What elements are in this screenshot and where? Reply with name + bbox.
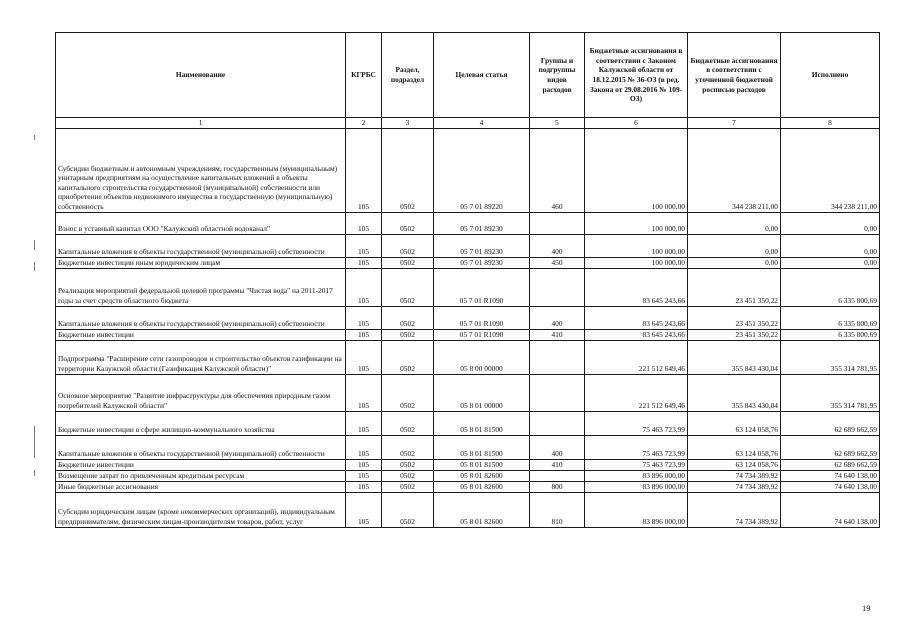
scan-mark <box>34 262 35 271</box>
row-refined-value: 23 451 350,22 <box>688 268 781 306</box>
row-law-value: 75 463 723,99 <box>585 411 688 435</box>
row-group: 410 <box>530 459 585 470</box>
header-name: Наименование <box>56 33 346 118</box>
row-kgrbs: 105 <box>346 470 382 481</box>
page-number: 19 <box>862 603 871 613</box>
column-number: 6 <box>585 118 688 129</box>
row-target: 05 7 01 89220 <box>434 128 530 212</box>
row-law-value: 83 896 000,00 <box>585 470 688 481</box>
row-refined-value: 344 238 211,00 <box>688 128 781 212</box>
row-refined-value: 0,00 <box>688 212 781 234</box>
row-kgrbs: 105 <box>346 128 382 212</box>
column-number: 1 <box>56 118 346 129</box>
row-refined-value: 355 843 430,04 <box>688 374 781 411</box>
table-header-row <box>56 33 880 118</box>
row-executed-value: 62 689 662,59 <box>781 459 880 470</box>
row-group <box>530 340 585 374</box>
row-kgrbs: 105 <box>346 435 382 459</box>
table-row <box>56 306 880 329</box>
row-refined-value: 23 451 350,22 <box>688 329 781 340</box>
row-section: 0502 <box>382 257 434 268</box>
column-number: 2 <box>346 118 382 129</box>
column-number: 4 <box>434 118 530 129</box>
column-number: 3 <box>382 118 434 129</box>
header-executed: Исполнено <box>781 33 880 118</box>
row-refined-value: 63 124 058,76 <box>688 435 781 459</box>
row-executed-value: 74 640 138,00 <box>781 470 880 481</box>
row-group <box>530 411 585 435</box>
row-section: 0502 <box>382 306 434 329</box>
row-name: Иные бюджетные ассигнования <box>56 481 346 492</box>
row-law-value: 75 463 723,99 <box>585 435 688 459</box>
row-section: 0502 <box>382 492 434 527</box>
budget-table <box>55 32 880 528</box>
scan-mark <box>34 240 35 250</box>
row-group: 810 <box>530 492 585 527</box>
row-target: 05 7 01 R1090 <box>434 268 530 306</box>
row-executed-value: 0,00 <box>781 234 880 257</box>
row-kgrbs: 105 <box>346 374 382 411</box>
row-name: Бюджетные инвестиции иным юридическим лицам <box>56 257 346 268</box>
scan-mark <box>34 135 35 140</box>
row-group: 450 <box>530 257 585 268</box>
row-law-value: 83 896 000,00 <box>585 481 688 492</box>
scan-mark <box>34 470 35 476</box>
row-section: 0502 <box>382 128 434 212</box>
row-refined-value: 355 843 430,04 <box>688 340 781 374</box>
row-group: 800 <box>530 481 585 492</box>
row-kgrbs: 105 <box>346 329 382 340</box>
row-group <box>530 268 585 306</box>
row-group: 460 <box>530 128 585 212</box>
row-group: 400 <box>530 306 585 329</box>
row-executed-value: 6 335 800,69 <box>781 268 880 306</box>
table-row <box>56 268 880 306</box>
row-target: 05 8 01 82600 <box>434 492 530 527</box>
row-section: 0502 <box>382 411 434 435</box>
row-kgrbs: 105 <box>346 411 382 435</box>
table-row <box>56 411 880 435</box>
row-executed-value: 355 314 781,95 <box>781 374 880 411</box>
row-name: Основное мероприятие "Развитие инфраструктуры для обеспечения природным газом потребителей Калужской области" <box>56 374 346 411</box>
row-refined-value: 63 124 058,76 <box>688 459 781 470</box>
row-name: Бюджетные инвестиции <box>56 459 346 470</box>
row-executed-value: 344 238 211,00 <box>781 128 880 212</box>
row-name: Бюджетные инвестиции <box>56 329 346 340</box>
row-refined-value: 74 734 389,92 <box>688 492 781 527</box>
table-row <box>56 481 880 492</box>
row-kgrbs: 105 <box>346 340 382 374</box>
column-number: 8 <box>781 118 880 129</box>
row-section: 0502 <box>382 481 434 492</box>
row-law-value: 221 512 649,46 <box>585 374 688 411</box>
row-target: 05 8 01 82600 <box>434 481 530 492</box>
row-executed-value: 6 335 800,69 <box>781 329 880 340</box>
table-row <box>56 257 880 268</box>
row-executed-value: 62 689 662,59 <box>781 435 880 459</box>
row-section: 0502 <box>382 470 434 481</box>
row-name: Возмещение затрат по привлеченным кредитным ресурсам <box>56 470 346 481</box>
row-name: Капитальные вложения в объекты государственной (муниципальной) собственности <box>56 234 346 257</box>
row-kgrbs: 105 <box>346 212 382 234</box>
header-kgrbs: КГРБС <box>346 33 382 118</box>
table-row <box>56 212 880 234</box>
row-kgrbs: 105 <box>346 481 382 492</box>
row-target: 05 8 01 81500 <box>434 411 530 435</box>
row-group <box>530 470 585 481</box>
column-number: 5 <box>530 118 585 129</box>
column-number-row <box>56 118 880 129</box>
header-groups: Группы и подгруппы видов расходов <box>530 33 585 118</box>
table-row <box>56 340 880 374</box>
row-kgrbs: 105 <box>346 306 382 329</box>
row-law-value: 100 000,00 <box>585 234 688 257</box>
row-law-value: 83 645 243,66 <box>585 329 688 340</box>
row-target: 05 8 01 82600 <box>434 470 530 481</box>
table-row <box>56 128 880 212</box>
table-row <box>56 435 880 459</box>
row-kgrbs: 105 <box>346 492 382 527</box>
row-refined-value: 74 734 389,92 <box>688 470 781 481</box>
row-group: 400 <box>530 435 585 459</box>
row-name: Бюджетные инвестиции в сфере жилищно-коммунального хозяйства <box>56 411 346 435</box>
row-name: Подпрограмма "Расширение сети газопроводов и строительство объектов газификации на территории Калужской области (Газификация Калужской области)" <box>56 340 346 374</box>
row-target: 05 8 01 00000 <box>434 374 530 411</box>
row-executed-value: 74 640 138,00 <box>781 481 880 492</box>
row-name: Субсидии бюджетным и автономным учреждениям, государственным (муниципальным) унитарным предприятиям на осуществление капитальных вложений в объекты капитального строительства государственной (муниципальной) собственности или приобретение объектов недвижимого имущества в государственную (муниципальную) собственность <box>56 128 346 212</box>
row-name: Субсидии юридическим лицам (кроме некоммерческих организаций), индивидуальным предпринимателям, физическим лицам-производителям товаров, работ, услуг <box>56 492 346 527</box>
row-section: 0502 <box>382 340 434 374</box>
row-kgrbs: 105 <box>346 459 382 470</box>
row-law-value: 100 000,00 <box>585 128 688 212</box>
row-target: 05 8 01 81500 <box>434 435 530 459</box>
row-refined-value: 74 734 389,92 <box>688 481 781 492</box>
table-row <box>56 234 880 257</box>
row-section: 0502 <box>382 329 434 340</box>
row-law-value: 75 463 723,99 <box>585 459 688 470</box>
table-row <box>56 374 880 411</box>
header-refined-allocations: Бюджетные ассигнования в соответствии с уточненной бюджетной росписью расходов <box>688 33 781 118</box>
row-executed-value: 6 335 800,69 <box>781 306 880 329</box>
row-group <box>530 212 585 234</box>
column-number: 7 <box>688 118 781 129</box>
row-target: 05 7 01 R1090 <box>434 306 530 329</box>
row-refined-value: 63 124 058,76 <box>688 411 781 435</box>
row-executed-value: 0,00 <box>781 257 880 268</box>
row-name: Капитальные вложения в объекты государственной (муниципальной) собственности <box>56 306 346 329</box>
row-section: 0502 <box>382 459 434 470</box>
row-law-value: 100 000,00 <box>585 257 688 268</box>
row-name: Капитальные вложения в объекты государственной (муниципальной) собственности <box>56 435 346 459</box>
row-refined-value: 0,00 <box>688 257 781 268</box>
header-law-allocations: Бюджетные ассигнования в соответствии с Законом Калужской области от 18.12.2015 № 36-ОЗ (в ред. Закона от 29.08.2016 № 109-ОЗ) <box>585 33 688 118</box>
scan-mark <box>34 426 35 458</box>
row-law-value: 83 896 000,00 <box>585 492 688 527</box>
row-law-value: 83 645 243,66 <box>585 268 688 306</box>
row-target: 05 8 01 81500 <box>434 459 530 470</box>
row-executed-value: 0,00 <box>781 212 880 234</box>
row-section: 0502 <box>382 234 434 257</box>
header-section: Раздел, подраздел <box>382 33 434 118</box>
row-name: Реализация мероприятий федеральной целевой программы "Чистая вода" на 2011-2017 годы за счет средств областного бюджета <box>56 268 346 306</box>
row-executed-value: 355 314 781,95 <box>781 340 880 374</box>
row-section: 0502 <box>382 435 434 459</box>
row-kgrbs: 105 <box>346 234 382 257</box>
row-group <box>530 374 585 411</box>
row-target: 05 7 01 89230 <box>434 212 530 234</box>
row-target: 05 7 01 89230 <box>434 257 530 268</box>
row-target: 05 7 01 89230 <box>434 234 530 257</box>
table-row <box>56 459 880 470</box>
row-target: 05 7 01 R1090 <box>434 329 530 340</box>
row-refined-value: 0,00 <box>688 234 781 257</box>
row-executed-value: 74 640 138,00 <box>781 492 880 527</box>
row-section: 0502 <box>382 212 434 234</box>
row-group: 410 <box>530 329 585 340</box>
table-row <box>56 329 880 340</box>
row-name: Взнос в уставный капитал ООО "Калужский областной водоканал" <box>56 212 346 234</box>
row-law-value: 83 645 243,66 <box>585 306 688 329</box>
row-section: 0502 <box>382 374 434 411</box>
header-target: Целевая статья <box>434 33 530 118</box>
row-section: 0502 <box>382 268 434 306</box>
row-group: 400 <box>530 234 585 257</box>
table-row <box>56 492 880 527</box>
row-target: 05 8 00 00000 <box>434 340 530 374</box>
row-refined-value: 23 451 350,22 <box>688 306 781 329</box>
row-executed-value: 62 689 662,59 <box>781 411 880 435</box>
row-kgrbs: 105 <box>346 257 382 268</box>
row-law-value: 100 000,00 <box>585 212 688 234</box>
table-row <box>56 470 880 481</box>
row-kgrbs: 105 <box>346 268 382 306</box>
row-law-value: 221 512 649,46 <box>585 340 688 374</box>
